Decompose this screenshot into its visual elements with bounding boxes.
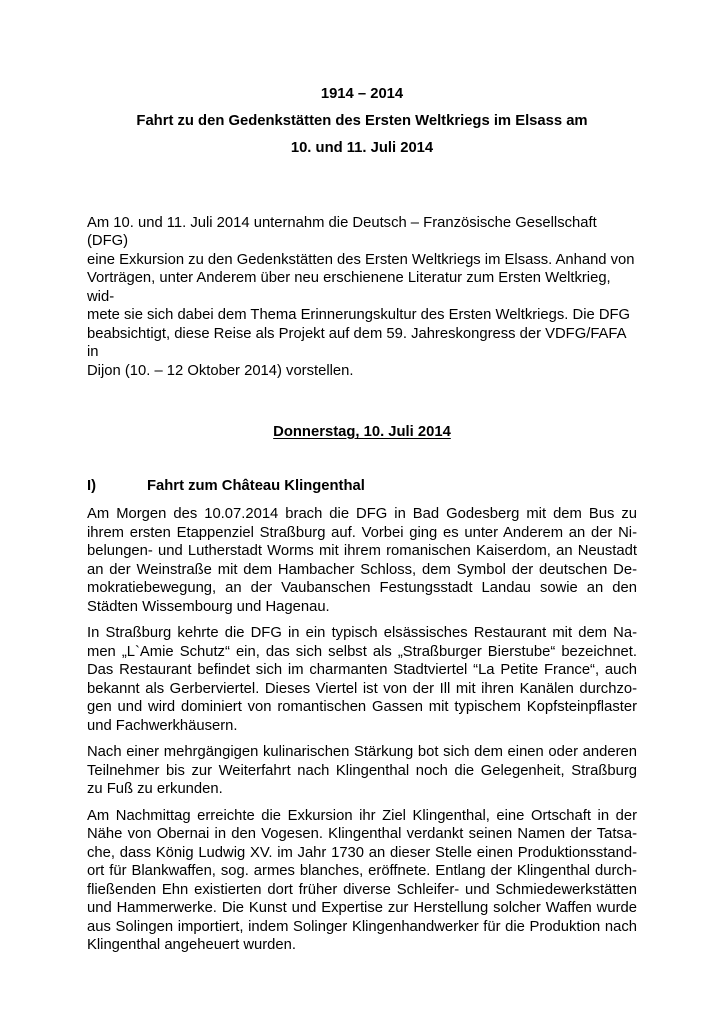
text-line: fließenden Ehn existierten dort früher diverse Schleifer- und Schmiedewerkstätten (87, 881, 637, 898)
paragraph-klingenthal (87, 807, 637, 955)
text-line: che, dass König Ludwig XV. im Jahr 1730 an dieser Stelle einen Produktionsstand- (87, 844, 637, 861)
text-line: Vorträgen, unter Anderem über neu erschienene Literatur zum Ersten Weltkrieg, wid- (87, 270, 611, 305)
section-title: Fahrt zum Château Klingenthal (147, 477, 365, 494)
intro-paragraph (87, 214, 637, 381)
text-line: Das Restaurant befindet sich im charmanten Stadtviertel “La Petite France“, auch (87, 662, 637, 678)
title-line-2: Fahrt zu den Gedenkstätten des Ersten Weltkriegs im Elsass am (136, 113, 588, 129)
text-line: und Hammerwerke. Die Kunst und Expertise zur Herstellung solcher Waffen wurde (87, 900, 637, 916)
text-line: Am Morgen des 10.07.2014 brach die DFG in Bad Godesberg mit dem Bus zu (87, 506, 637, 522)
text-line: In Straßburg kehrte die DFG in ein typisch elsässisches Restaurant mit dem Na- (87, 625, 637, 641)
text-line: und Fachwerkhäusern. (87, 717, 238, 734)
text-line: Städten Wissembourg und Hagenau. (87, 598, 330, 615)
day-heading-text: Donnerstag, 10. Juli 2014 (273, 424, 451, 440)
text-line: Nach einer mehrgängigen kulinarischen Stärkung bot sich dem einen oder anderen (87, 744, 637, 760)
paragraph-strasbourg (87, 624, 637, 735)
text-line: bekannt als Gerberviertel. Dieses Viertel ist von der Ill mit ihren Kanälen durchzo- (87, 680, 637, 697)
text-line: Nähe von Obernai in den Vogesen. Klingenthal verdankt seinen Namen der Tatsa- (87, 826, 637, 842)
document-title (87, 85, 637, 158)
section-number: I) (87, 477, 97, 494)
text-line: Am 10. und 11. Juli 2014 unternahm die Deutsch – Französische Gesellschaft (DFG) (87, 214, 597, 249)
text-line: eine Exkursion zu den Gedenkstätten des Ersten Weltkriegs im Elsass. Anhand von (87, 251, 635, 268)
text-line: Klingenthal angeheuert wurden. (87, 937, 296, 953)
text-line: zu Fuß zu erkunden. (87, 781, 223, 797)
title-line-1: 1914 – 2014 (320, 86, 404, 102)
paragraph-lunch (87, 743, 637, 799)
day-heading (87, 423, 637, 442)
text-line: beabsichtigt, diese Reise als Projekt auf dem 59. Jahreskongress der VDFG/FAFA in (87, 325, 626, 360)
text-line: aus Solingen importiert, indem Solinger Klingenhandwerker für die Produktion nach (87, 918, 637, 935)
text-line: an der Weinstraße mit dem Hambacher Schloss, dem Symbol der deutschen De- (87, 561, 637, 578)
text-line: mokratiebewegung, an der Vaubanschen Festungsstadt Landau sowie an den (87, 580, 637, 596)
text-line: Dijon (10. – 12 Oktober 2014) vorstellen. (87, 362, 354, 379)
text-line: Teilnehmer bis zur Weiterfahrt nach Klingenthal noch die Gelegenheit, Straßburg (87, 762, 637, 779)
text-line: ort für Blankwaffen, sog. armes blanches, eröffnete. Entlang der Klingenthal durch- (87, 863, 637, 879)
text-line: mete sie sich dabei dem Thema Erinnerungskultur des Ersten Weltkriegs. Die DFG (87, 307, 631, 323)
paragraph-journey (87, 505, 637, 616)
text-line: men „L`Amie Schutz“ ein, das sich selbst als „Straßburger Bierstube“ bezeichnet. (87, 643, 637, 660)
text-line: Am Nachmittag erreichte die Exkursion ihr Ziel Klingenthal, eine Ortschaft in der (87, 807, 637, 824)
text-line: belungen- und Lutherstadt Worms mit ihrem romanischen Kaiserdom, an Neustadt (87, 543, 637, 559)
text-line: ihrem ersten Etappenziel Straßburg auf. Vorbei ging es unter Anderem an der Ni- (87, 524, 637, 541)
section-heading (87, 477, 637, 496)
text-line: gen und wird dominiert von romantischen Gassen mit typischem Kopfsteinpflaster (87, 699, 637, 715)
title-line-3: 10. und 11. Juli 2014 (290, 140, 434, 156)
